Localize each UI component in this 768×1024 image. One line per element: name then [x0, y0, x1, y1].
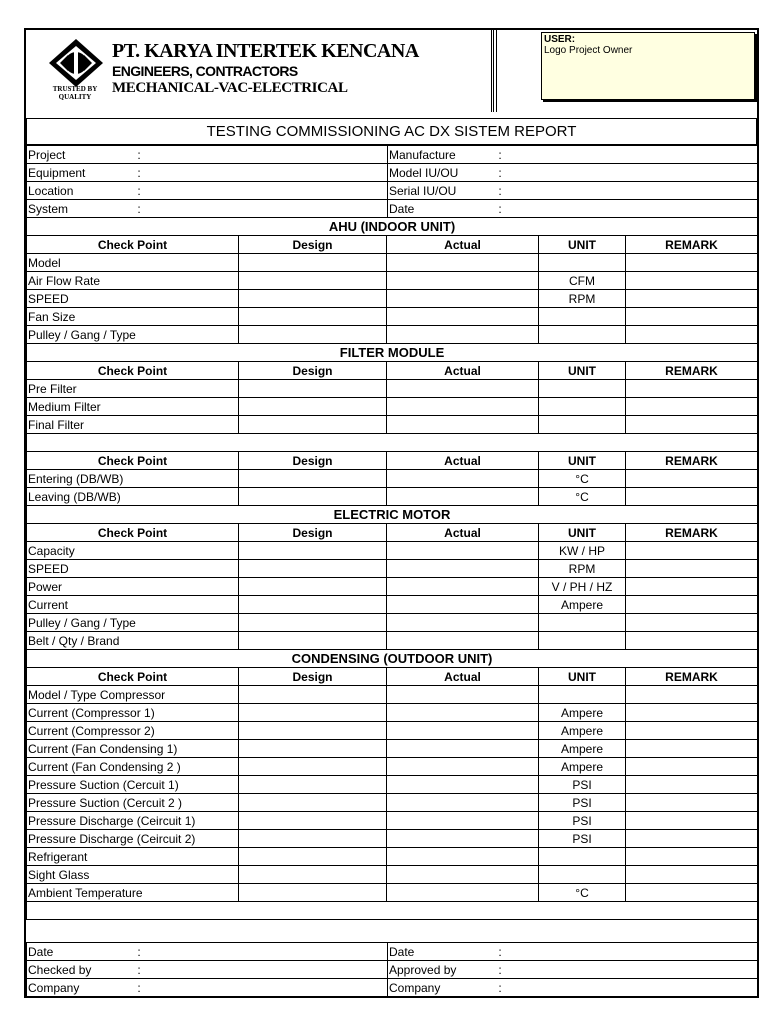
column-header: Design: [239, 524, 387, 542]
signature-row: [27, 979, 758, 997]
table-row: [27, 380, 758, 398]
remark-cell[interactable]: [626, 722, 758, 740]
design-cell[interactable]: [239, 884, 387, 902]
company-name: PT. KARYA INTERTEK KENCANA: [112, 40, 419, 62]
section-title-row: [27, 650, 758, 668]
actual-cell[interactable]: [387, 614, 539, 632]
table-row: [27, 560, 758, 578]
section-title: [27, 434, 758, 452]
design-cell[interactable]: [239, 542, 387, 560]
check-point-cell: Entering (DB/WB): [27, 470, 239, 488]
signature-left-colon: :: [137, 962, 141, 977]
info-right-label: Date: [389, 201, 415, 216]
unit-cell: V / PH / HZ: [539, 578, 626, 596]
section-title-row: [27, 506, 758, 524]
signature-left-cell[interactable]: [27, 943, 388, 961]
actual-cell[interactable]: [387, 758, 539, 776]
remark-cell[interactable]: [626, 614, 758, 632]
info-left-cell[interactable]: [27, 200, 388, 218]
signature-left-colon: :: [137, 980, 141, 995]
design-cell[interactable]: [239, 704, 387, 722]
actual-cell[interactable]: [387, 740, 539, 758]
signature-right-colon: :: [498, 944, 502, 959]
design-cell[interactable]: [239, 560, 387, 578]
remark-cell[interactable]: [626, 542, 758, 560]
info-left-colon: :: [137, 165, 141, 180]
remark-cell[interactable]: [626, 308, 758, 326]
check-point-cell: SPEED: [27, 290, 239, 308]
design-cell[interactable]: [239, 380, 387, 398]
info-row: [27, 164, 758, 182]
info-left-label: Location: [28, 183, 74, 198]
column-header-row: [27, 524, 758, 542]
check-point-cell: Model / Type Compressor: [27, 686, 239, 704]
check-point-cell: Power: [27, 578, 239, 596]
remark-cell[interactable]: [626, 740, 758, 758]
table-row: [27, 812, 758, 830]
design-cell[interactable]: [239, 812, 387, 830]
info-right-label: Serial IU/OU: [389, 183, 457, 198]
column-header: REMARK: [626, 668, 758, 686]
report-title: TESTING COMMISSIONING AC DX SISTEM REPORT: [26, 118, 757, 145]
actual-cell[interactable]: [387, 272, 539, 290]
check-point-cell: Current: [27, 596, 239, 614]
design-cell[interactable]: [239, 614, 387, 632]
company-logo-icon: [48, 38, 104, 88]
user-comment-note[interactable]: [541, 32, 755, 100]
design-cell[interactable]: [239, 470, 387, 488]
signature-right-cell[interactable]: [388, 943, 758, 961]
actual-cell[interactable]: [387, 722, 539, 740]
info-right-label: Model IU/OU: [389, 165, 459, 180]
unit-cell: RPM: [539, 560, 626, 578]
actual-cell[interactable]: [387, 884, 539, 902]
unit-cell: [539, 326, 626, 344]
check-point-cell: Capacity: [27, 542, 239, 560]
check-point-cell: Refrigerant: [27, 848, 239, 866]
remark-cell[interactable]: [626, 380, 758, 398]
actual-cell[interactable]: [387, 686, 539, 704]
check-point-cell: Current (Compressor 2): [27, 722, 239, 740]
unit-cell: PSI: [539, 812, 626, 830]
design-cell[interactable]: [239, 254, 387, 272]
spacer-cell: [27, 902, 758, 920]
unit-cell: CFM: [539, 272, 626, 290]
column-header: Check Point: [27, 236, 239, 254]
column-header: UNIT: [539, 236, 626, 254]
table-row: [27, 632, 758, 650]
spacer-row: [27, 902, 758, 920]
actual-cell[interactable]: [387, 794, 539, 812]
check-point-cell: Medium Filter: [27, 398, 239, 416]
column-header: Actual: [387, 668, 539, 686]
actual-cell[interactable]: [387, 830, 539, 848]
signature-right-label: Date: [389, 944, 415, 959]
design-cell[interactable]: [239, 848, 387, 866]
unit-cell: Ampere: [539, 740, 626, 758]
column-header-row: [27, 236, 758, 254]
info-row: [27, 146, 758, 164]
remark-cell[interactable]: [626, 416, 758, 434]
table-row: [27, 848, 758, 866]
table-row: [27, 884, 758, 902]
column-header: Check Point: [27, 668, 239, 686]
actual-cell[interactable]: [387, 290, 539, 308]
remark-cell[interactable]: [626, 632, 758, 650]
column-header-row: [27, 668, 758, 686]
column-header: Check Point: [27, 362, 239, 380]
unit-cell: PSI: [539, 830, 626, 848]
check-point-cell: Final Filter: [27, 416, 239, 434]
unit-cell: [539, 308, 626, 326]
design-cell[interactable]: [239, 794, 387, 812]
remark-cell[interactable]: [626, 848, 758, 866]
signature-left-label: Company: [28, 980, 80, 995]
actual-cell[interactable]: [387, 380, 539, 398]
table-row: [27, 488, 758, 506]
info-right-label: Manufacture: [389, 147, 456, 162]
section-title: CONDENSING (OUTDOOR UNIT): [27, 650, 758, 668]
check-point-cell: Pressure Suction (Cercuit 1): [27, 776, 239, 794]
check-point-cell: Leaving (DB/WB): [27, 488, 239, 506]
design-cell[interactable]: [239, 578, 387, 596]
check-point-cell: Pressure Discharge (Ceircuit 2): [27, 830, 239, 848]
unit-cell: [539, 254, 626, 272]
signature-left-colon: :: [137, 944, 141, 959]
remark-cell[interactable]: [626, 884, 758, 902]
section-title-row: [27, 218, 758, 236]
unit-cell: KW / HP: [539, 542, 626, 560]
remark-cell[interactable]: [626, 560, 758, 578]
check-point-cell: Fan Size: [27, 308, 239, 326]
check-point-cell: Pulley / Gang / Type: [27, 614, 239, 632]
info-left-cell[interactable]: [27, 182, 388, 200]
remark-cell[interactable]: [626, 758, 758, 776]
unit-cell: Ampere: [539, 596, 626, 614]
check-point-cell: Current (Fan Condensing 2 ): [27, 758, 239, 776]
actual-cell[interactable]: [387, 776, 539, 794]
design-cell[interactable]: [239, 488, 387, 506]
column-header: Check Point: [27, 452, 239, 470]
unit-cell: °C: [539, 470, 626, 488]
design-cell[interactable]: [239, 686, 387, 704]
check-point-cell: Model: [27, 254, 239, 272]
signature-table: [26, 942, 758, 997]
signature-left-label: Checked by: [28, 962, 92, 977]
info-table: [26, 145, 758, 218]
user-cell: [496, 30, 756, 112]
check-point-cell: Pre Filter: [27, 380, 239, 398]
column-header-row: [27, 452, 758, 470]
unit-cell: [539, 848, 626, 866]
unit-cell: [539, 416, 626, 434]
info-left-label: System: [28, 201, 69, 216]
check-point-cell: Current (Fan Condensing 1): [27, 740, 239, 758]
signature-row: [27, 961, 758, 979]
info-left-colon: :: [137, 183, 141, 198]
info-left-label: Project: [28, 147, 66, 162]
info-row: [27, 182, 758, 200]
actual-cell[interactable]: [387, 470, 539, 488]
table-row: [27, 686, 758, 704]
remark-cell[interactable]: [626, 704, 758, 722]
table-row: [27, 254, 758, 272]
column-header: REMARK: [626, 452, 758, 470]
checklist-table: [26, 217, 758, 920]
table-row: [27, 704, 758, 722]
design-cell[interactable]: [239, 758, 387, 776]
actual-cell[interactable]: [387, 254, 539, 272]
info-left-label: Equipment: [28, 165, 86, 180]
table-row: [27, 398, 758, 416]
table-row: [27, 614, 758, 632]
design-cell[interactable]: [239, 776, 387, 794]
check-point-cell: Air Flow Rate: [27, 272, 239, 290]
column-header: Actual: [387, 452, 539, 470]
check-point-cell: Current (Compressor 1): [27, 704, 239, 722]
table-row: [27, 416, 758, 434]
column-header: Actual: [387, 362, 539, 380]
remark-cell[interactable]: [626, 686, 758, 704]
table-row: [27, 740, 758, 758]
table-row: [27, 794, 758, 812]
actual-cell[interactable]: [387, 578, 539, 596]
unit-cell: PSI: [539, 794, 626, 812]
unit-cell: [539, 398, 626, 416]
signature-left-label: Date: [28, 944, 54, 959]
unit-cell: Ampere: [539, 704, 626, 722]
remark-cell[interactable]: [626, 290, 758, 308]
table-row: [27, 290, 758, 308]
design-cell[interactable]: [239, 830, 387, 848]
actual-cell[interactable]: [387, 866, 539, 884]
remark-cell[interactable]: [626, 470, 758, 488]
info-left-cell[interactable]: [27, 146, 388, 164]
unit-cell: Ampere: [539, 758, 626, 776]
signature-right-label: Approved by: [389, 962, 457, 977]
column-header: Design: [239, 362, 387, 380]
unit-cell: °C: [539, 488, 626, 506]
user-label: USER:: [544, 34, 576, 45]
signature-right-colon: :: [498, 962, 502, 977]
table-row: [27, 470, 758, 488]
design-cell[interactable]: [239, 290, 387, 308]
design-cell[interactable]: [239, 416, 387, 434]
unit-cell: °C: [539, 884, 626, 902]
table-row: [27, 542, 758, 560]
check-point-cell: Pulley / Gang / Type: [27, 326, 239, 344]
unit-cell: [539, 614, 626, 632]
design-cell[interactable]: [239, 632, 387, 650]
remark-cell[interactable]: [626, 488, 758, 506]
company-subtitle-1: ENGINEERS, CONTRACTORS: [112, 63, 298, 79]
check-point-cell: Pressure Suction (Cercuit 2 ): [27, 794, 239, 812]
unit-cell: [539, 632, 626, 650]
signature-left-cell[interactable]: [27, 979, 388, 997]
column-header-row: [27, 362, 758, 380]
actual-cell[interactable]: [387, 416, 539, 434]
actual-cell[interactable]: [387, 326, 539, 344]
remark-cell[interactable]: [626, 272, 758, 290]
remark-cell[interactable]: [626, 794, 758, 812]
unit-cell: PSI: [539, 776, 626, 794]
column-header: Design: [239, 668, 387, 686]
remark-cell[interactable]: [626, 830, 758, 848]
design-cell[interactable]: [239, 272, 387, 290]
column-header: REMARK: [626, 362, 758, 380]
design-cell[interactable]: [239, 326, 387, 344]
remark-cell[interactable]: [626, 812, 758, 830]
column-header: UNIT: [539, 668, 626, 686]
actual-cell[interactable]: [387, 308, 539, 326]
unit-cell: [539, 686, 626, 704]
info-right-colon: :: [498, 147, 502, 162]
remark-cell[interactable]: [626, 578, 758, 596]
table-row: [27, 596, 758, 614]
actual-cell[interactable]: [387, 704, 539, 722]
table-row: [27, 758, 758, 776]
info-right-cell[interactable]: [388, 164, 758, 182]
info-right-cell[interactable]: [388, 200, 758, 218]
actual-cell[interactable]: [387, 560, 539, 578]
check-point-cell: Belt / Qty / Brand: [27, 632, 239, 650]
signature-right-label: Company: [389, 980, 441, 995]
check-point-cell: SPEED: [27, 560, 239, 578]
actual-cell[interactable]: [387, 488, 539, 506]
actual-cell[interactable]: [387, 632, 539, 650]
section-title: AHU (INDOOR UNIT): [27, 218, 758, 236]
unit-cell: [539, 380, 626, 398]
check-point-cell: Sight Glass: [27, 866, 239, 884]
actual-cell[interactable]: [387, 596, 539, 614]
company-subtitle-2: MECHANICAL-VAC-ELECTRICAL: [112, 80, 348, 96]
column-header: UNIT: [539, 452, 626, 470]
actual-cell[interactable]: [387, 542, 539, 560]
column-header: Actual: [387, 524, 539, 542]
table-row: [27, 578, 758, 596]
column-header: UNIT: [539, 524, 626, 542]
table-row: [27, 272, 758, 290]
check-point-cell: Ambient Temperature: [27, 884, 239, 902]
signature-row: [27, 943, 758, 961]
column-header: Design: [239, 452, 387, 470]
user-value: Logo Project Owner: [544, 45, 633, 56]
remark-cell[interactable]: [626, 326, 758, 344]
design-cell[interactable]: [239, 596, 387, 614]
table-row: [27, 830, 758, 848]
remark-cell[interactable]: [626, 596, 758, 614]
table-row: [27, 776, 758, 794]
section-title-row: [27, 434, 758, 452]
table-row: [27, 866, 758, 884]
column-header: Check Point: [27, 524, 239, 542]
column-header: Design: [239, 236, 387, 254]
info-right-colon: :: [498, 165, 502, 180]
actual-cell[interactable]: [387, 812, 539, 830]
info-right-colon: :: [498, 183, 502, 198]
signature-left-cell[interactable]: [27, 961, 388, 979]
info-left-cell[interactable]: [27, 164, 388, 182]
column-header: Actual: [387, 236, 539, 254]
unit-cell: RPM: [539, 290, 626, 308]
actual-cell[interactable]: [387, 398, 539, 416]
column-header: REMARK: [626, 524, 758, 542]
info-left-colon: :: [137, 147, 141, 162]
column-header: REMARK: [626, 236, 758, 254]
info-left-colon: :: [137, 201, 141, 216]
unit-cell: Ampere: [539, 722, 626, 740]
unit-cell: [539, 866, 626, 884]
table-row: [27, 722, 758, 740]
signature-right-cell[interactable]: [388, 961, 758, 979]
design-cell[interactable]: [239, 398, 387, 416]
tagline: TRUSTED BY QUALITY: [52, 85, 98, 101]
check-point-cell: Pressure Discharge (Ceircuit 1): [27, 812, 239, 830]
signature-right-cell[interactable]: [388, 979, 758, 997]
section-title: ELECTRIC MOTOR: [27, 506, 758, 524]
actual-cell[interactable]: [387, 848, 539, 866]
signature-right-colon: :: [498, 980, 502, 995]
info-right-cell[interactable]: [388, 182, 758, 200]
remark-cell[interactable]: [626, 776, 758, 794]
table-row: [27, 326, 758, 344]
remark-cell[interactable]: [626, 254, 758, 272]
info-right-cell[interactable]: [388, 146, 758, 164]
table-row: [27, 308, 758, 326]
remark-cell[interactable]: [626, 866, 758, 884]
column-header: UNIT: [539, 362, 626, 380]
section-title: FILTER MODULE: [27, 344, 758, 362]
letterhead: [26, 30, 757, 114]
logo-block: [26, 30, 494, 112]
design-cell[interactable]: [239, 308, 387, 326]
design-cell[interactable]: [239, 740, 387, 758]
remark-cell[interactable]: [626, 398, 758, 416]
design-cell[interactable]: [239, 722, 387, 740]
section-title-row: [27, 344, 758, 362]
info-right-colon: :: [498, 201, 502, 216]
design-cell[interactable]: [239, 866, 387, 884]
info-row: [27, 200, 758, 218]
